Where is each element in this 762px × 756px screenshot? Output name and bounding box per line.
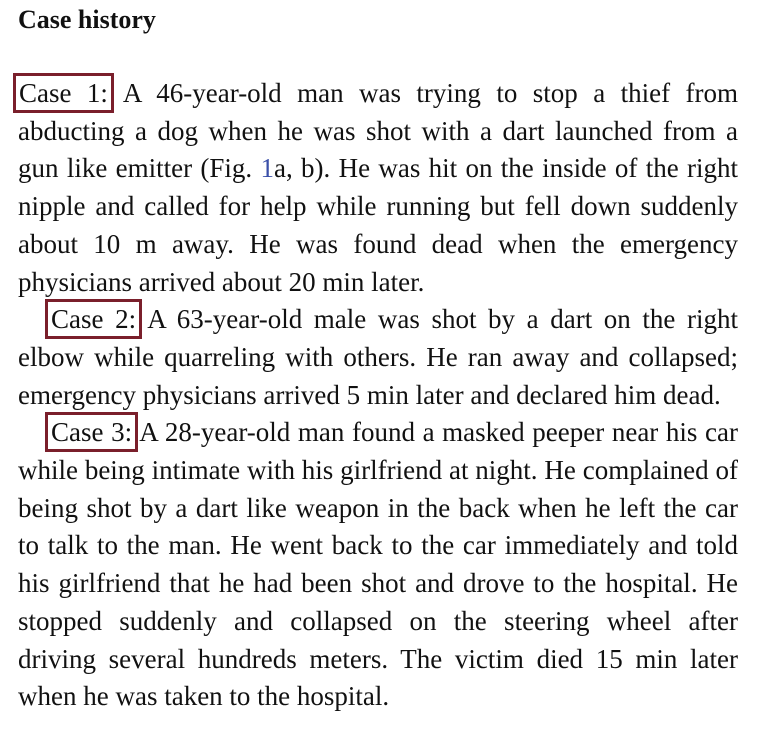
figure-1-link[interactable]: 1 xyxy=(260,153,274,184)
case-3-label: Case 3: xyxy=(51,417,133,448)
section-title: Case history xyxy=(18,5,156,34)
case-history-body xyxy=(18,75,738,716)
case-2-label: Case 2: xyxy=(51,304,137,335)
case-1-text-end: a, b). He was hit on the inside of the right nipple and called for help while running but fell down suddenly about 10 m away. He was found dead when the emergency physicians arrived about 20 min later. xyxy=(18,153,738,297)
case-1-paragraph xyxy=(18,75,738,301)
case-2-paragraph xyxy=(18,301,738,414)
case-3-paragraph xyxy=(18,414,738,716)
case-2-text: A 63-year-old male was shot by a dart on the right elbow while quarreling with others. He ran away and collapsed; emergency physicians arrived 5 min later and declared him dead. xyxy=(18,304,738,410)
case-1-label: Case 1: xyxy=(19,78,108,108)
case-3-text: A 28-year-old man found a masked peeper near his car while being intimate with his girlfriend at night. He complained of being shot by a dart like weapon in the back when he left the car to talk to the man. He went back to the car immediately and told his girlfriend that he had been shot and drove to the hospital. He stopped suddenly and collapsed on the steering wheel after driving several hundreds meters. The victim died 15 min later when he was taken to the hospital. xyxy=(18,417,738,712)
case-1-text-start: A 46-year-old man was trying to stop a thief from abducting a dog when he was shot with a dart launched from a gun like emitter (Fig. xyxy=(18,78,738,184)
